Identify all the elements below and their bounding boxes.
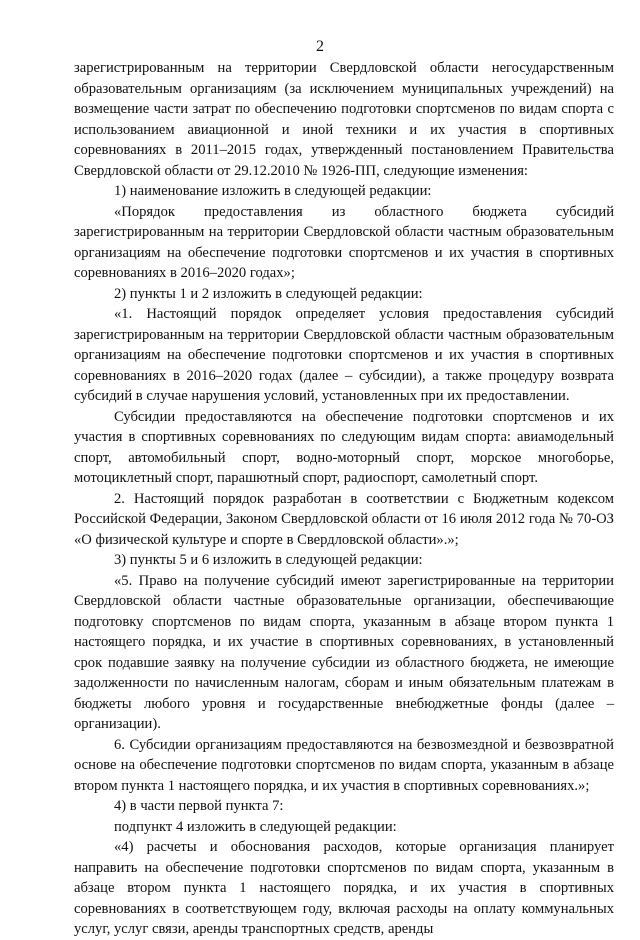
paragraph: 1) наименование изложить в следующей редакции: xyxy=(114,183,432,199)
paragraph: 2) пункты 1 и 2 изложить в следующей редакции: xyxy=(114,285,423,302)
paragraph: зарегистрированным на территории Свердловской области негосударственным образовательным организациям (за исключением муниципальных учреждений) на возмещение части затрат по обеспечению подготовки спортсменов по видам спорта с использованием авиационной и иной техники и их участия в спортивных соревнованиях в 2011–2015 годах, утвержденный постановлением Правительства Свердловской области от 29.12.2010 № 1926-ПП, следующие изменения: xyxy=(74,60,614,179)
paragraph: 3) пункты 5 и 6 изложить в следующей редакции: xyxy=(114,552,423,568)
paragraph: «Порядок предоставления из областного бюджета субсидий зарегистрированным на территории Свердловской области частным образовательным организациям на обеспечение подготовки спортсменов и их участия в спортивных соревнованиях в 2016–2020 годах»; xyxy=(74,203,614,281)
paragraph: подпункт 4 изложить в следующей редакции: xyxy=(114,818,397,835)
page-number: 2 xyxy=(316,38,324,55)
paragraph: «4) расчеты и обоснования расходов, которые организация планирует направить на обеспечение подготовки спортсменов по видам спорта, указанным в абзаце втором пункта 1 настоящего порядка, и их участия в спортивных соревнованиях в соответствующем году, включая расходы на оплату коммунальных услуг, услуг связи, аренды транспортных средств, аренды xyxy=(74,839,614,937)
paragraph: «5. Право на получение субсидий имеют зарегистрированные на территории Свердловской области частные образовательные организации, обеспечивающие подготовку спортсменов по видам спорта, указанным в абзаце втором пункта 1 настоящего порядка, и их участие в спортивных соревнованиях, в установленный срок подавшие заявку на получение субсидии из областного бюджета, не имеющие задолженности по начисленным налогам, сборам и иным обязательным платежам в бюджеты любого уровня и государственные внебюджетные фонды (далее – организации). xyxy=(74,572,614,732)
paragraph: 2. Настоящий порядок разработан в соответствии с Бюджетным кодексом Российской Федерации, Законом Свердловской области от 16 июля 2012 года № 70-ОЗ «О физической культуре и спорте в Свердловской области».»; xyxy=(74,490,614,548)
paragraph: Субсидии предоставляются на обеспечение подготовки спортсменов и их участия в спортивных соревнованиях по следующим видам спорта: авиамодельный спорт, автомобильный спорт, водно-моторный спорт, морское многоборье, мотоциклетный спорт, парашютный спорт, радиоспорт, самолетный спорт. xyxy=(74,408,614,486)
paragraph: 4) в части первой пункта 7: xyxy=(114,798,284,814)
paragraph: 6. Субсидии организациям предоставляются на безвозмездной и безвозвратной основе на обеспечение подготовки спортсменов по видам спорта, указанным в абзаце втором пункта 1 настоящего порядка, и их участия в спортивных соревнованиях.»; xyxy=(74,736,614,794)
paragraph: «1. Настоящий порядок определяет условия предоставления субсидий зарегистрированным на территории Свердловской области частным образовательным организациям на обеспечение подготовки спортсменов и их участия в спортивных соревнованиях в 2016–2020 годах (далее – субсидии), а также процедуру возврата субсидий в случае нарушения условий, установленных при их предоставлении. xyxy=(74,306,614,404)
document-body xyxy=(74,58,614,940)
